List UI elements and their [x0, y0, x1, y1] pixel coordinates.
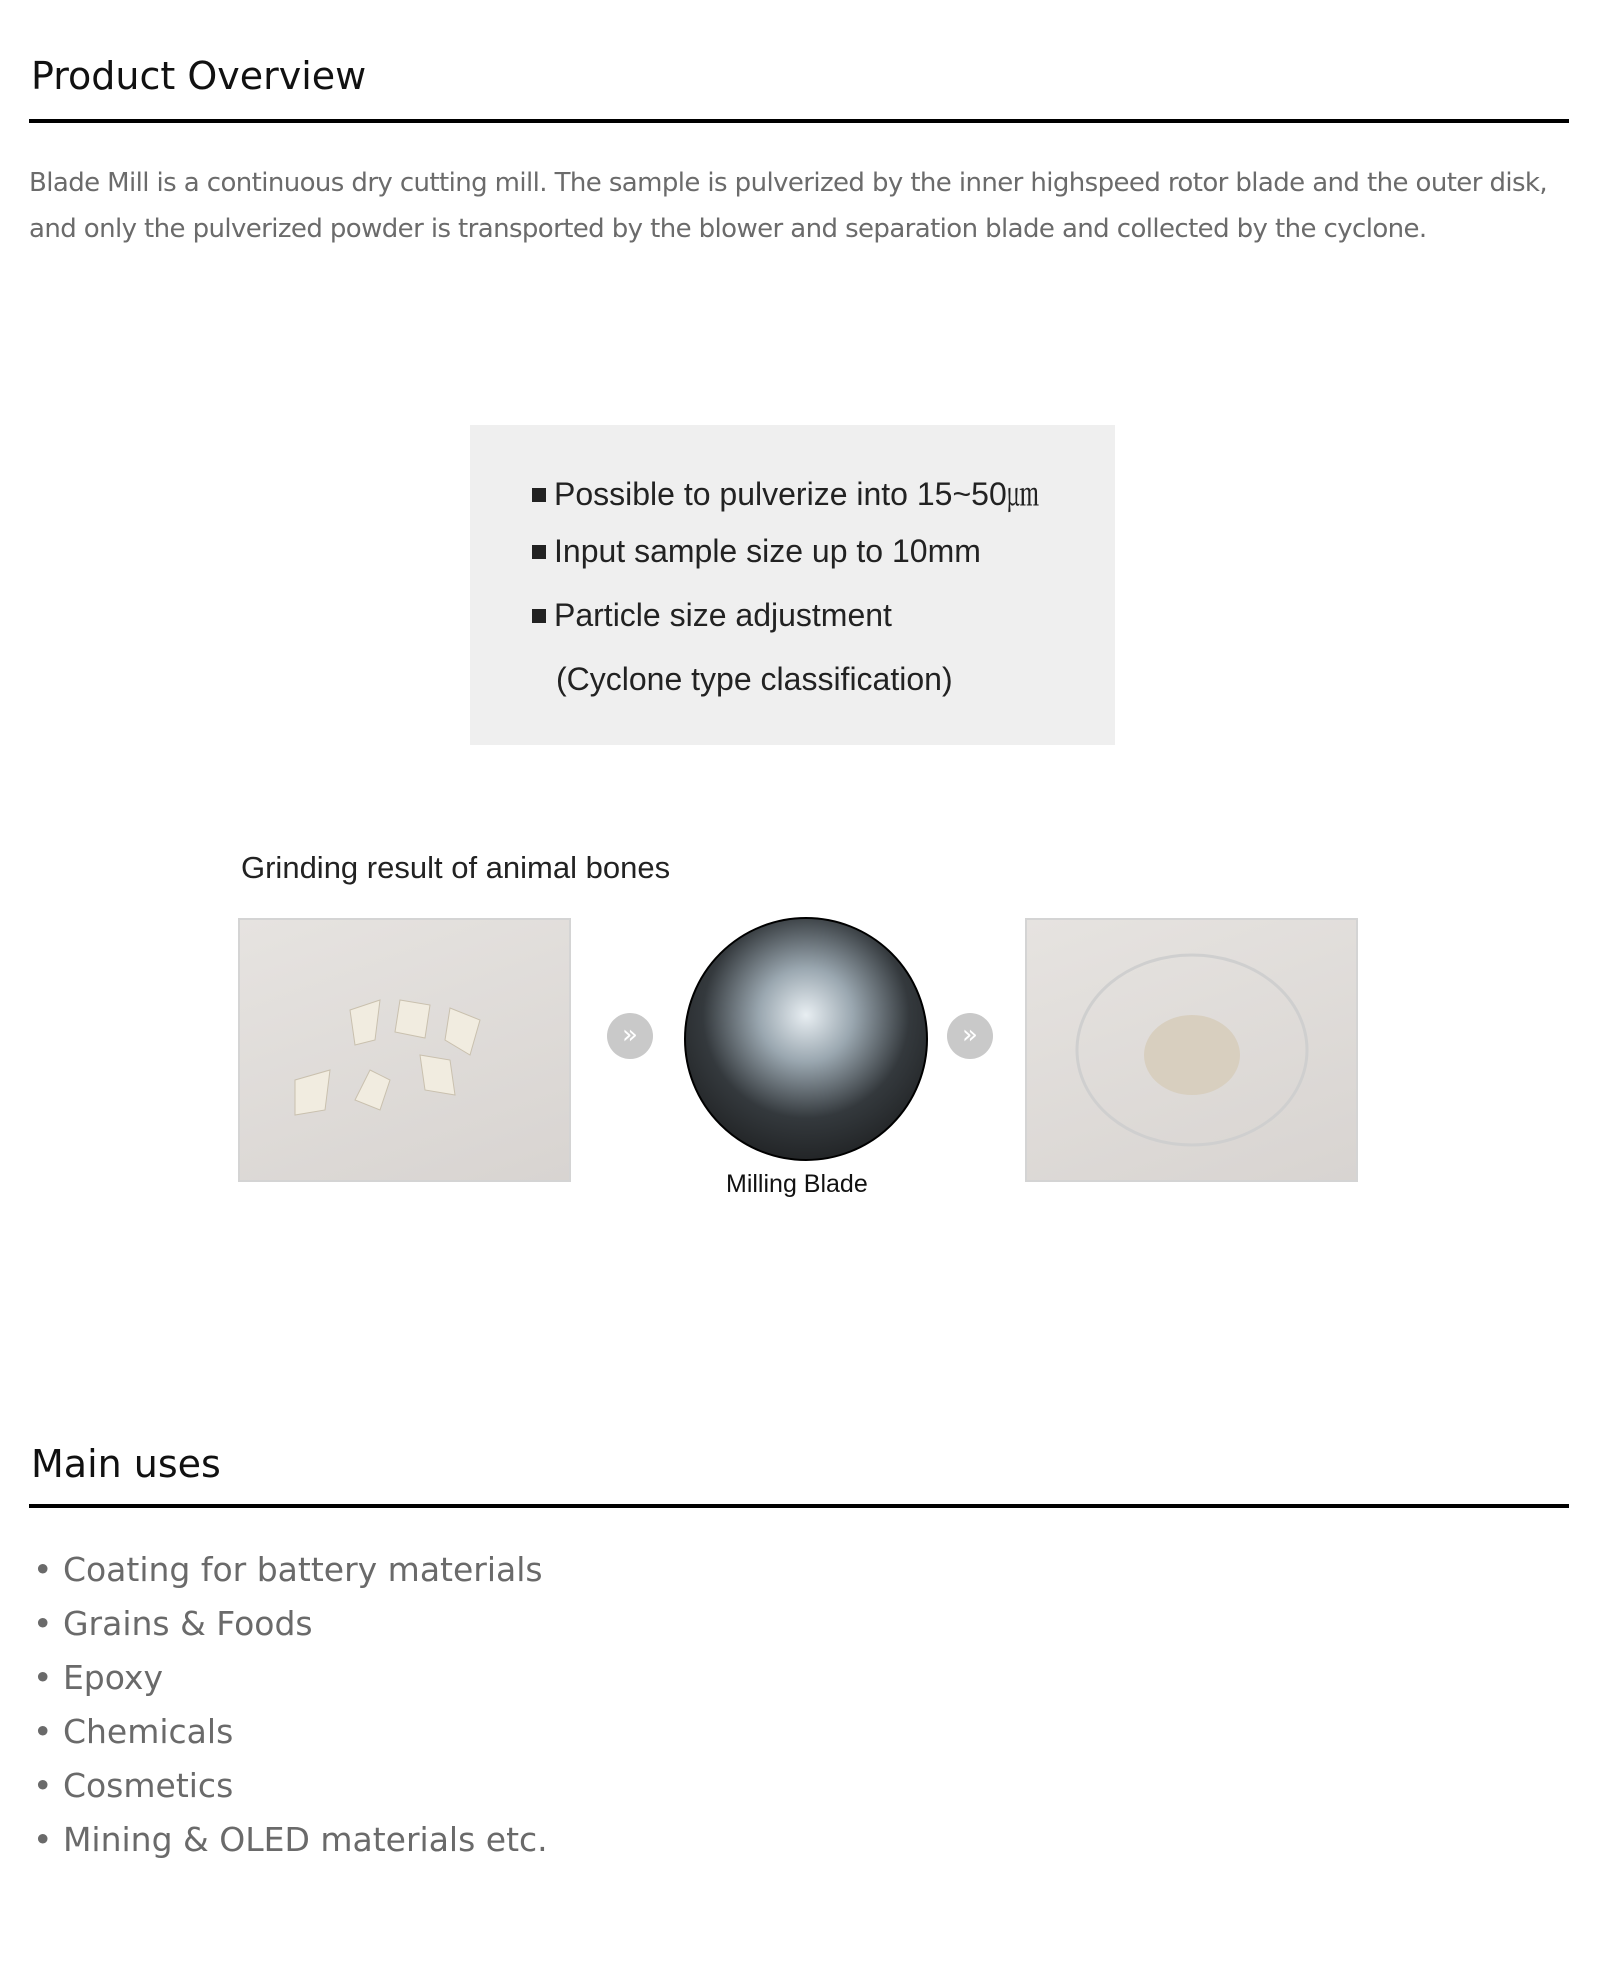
powder-image	[1025, 918, 1358, 1182]
bullet-square-icon	[532, 545, 546, 559]
arrow-right-icon: »	[607, 1013, 653, 1059]
feature-text: Possible to pulverize into 15~50㎛	[554, 476, 1039, 512]
use-item: • Epoxy	[33, 1658, 163, 1697]
bone-pieces-image	[238, 918, 571, 1182]
use-item: • Chemicals	[33, 1712, 234, 1751]
page-title: Product Overview	[31, 54, 367, 98]
arrow-right-icon: »	[947, 1013, 993, 1059]
overview-paragraph: Blade Mill is a continuous dry cutting mill. The sample is pulverized by the inner highspeed rotor blade and the outer disk, and only the pulverized powder is transported by the blower and separation blade and collected by the cyclone.	[29, 168, 1548, 244]
bullet-square-icon	[532, 609, 546, 623]
feature-text: Particle size adjustment	[554, 597, 892, 633]
feature-item	[532, 533, 981, 570]
use-item: • Grains & Foods	[33, 1604, 313, 1643]
use-item: • Coating for battery materials	[33, 1550, 543, 1589]
feature-text: Input sample size up to 10mm	[554, 533, 981, 569]
section-title: Main uses	[31, 1442, 221, 1486]
divider	[29, 1504, 1569, 1508]
blade-caption: Milling Blade	[726, 1170, 868, 1198]
use-item: • Mining & OLED materials etc.	[33, 1820, 548, 1859]
bullet-square-icon	[532, 488, 546, 502]
grinding-title: Grinding result of animal bones	[241, 850, 671, 885]
use-item: • Cosmetics	[33, 1766, 234, 1805]
feature-item	[532, 469, 1039, 515]
feature-item: (Cyclone type classification)	[556, 661, 953, 697]
divider	[29, 119, 1569, 123]
milling-blade-image	[684, 917, 928, 1161]
feature-item	[532, 597, 892, 634]
features-box	[470, 425, 1115, 745]
